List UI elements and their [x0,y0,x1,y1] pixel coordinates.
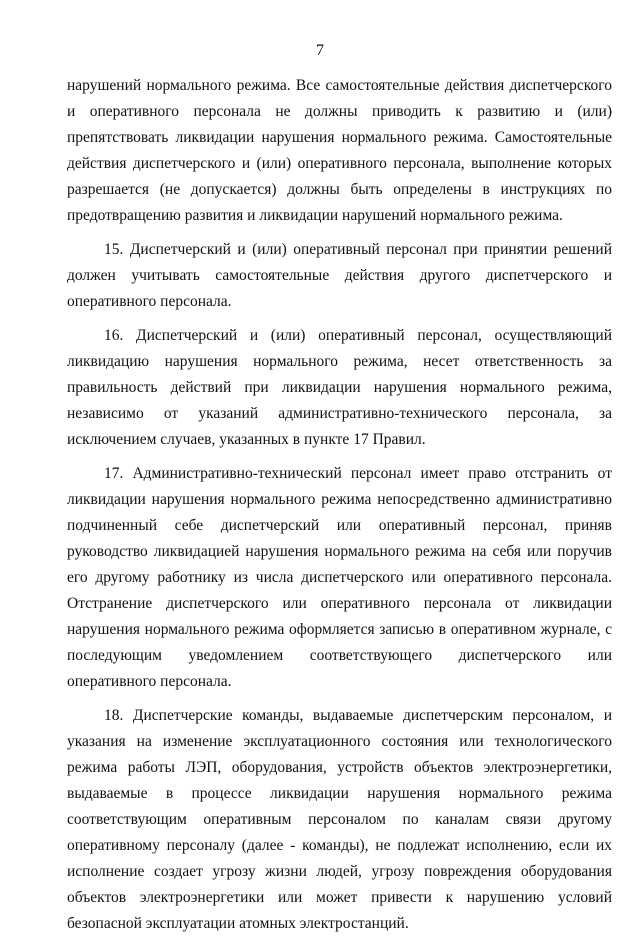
paragraph-continuation: нарушений нормального режима. Все самостоятельные действия диспетчерского и оперативного персонала не должны приводить к развитию и (или) препятствовать ликвидации нарушения нормального режима. Самостоятельные действия диспетчерского и (или) оперативного персонала, выполнение которых разрешается (не допускается) должны быть определены в инструкциях по предотвращению развития и ликвидации нарушений нормального режима. [67,77,612,224]
paragraph-item-15: 15. Диспетчерский и (или) оперативный персонал при принятии решений должен учитывать самостоятельные действия другого диспетчерского и оперативного персонала. [67,241,612,310]
document-body [67,73,612,937]
paragraph-item-18: 18. Диспетчерские команды, выдаваемые диспетчерским персоналом, и указания на изменение эксплуатационного состояния или технологического режима работы ЛЭП, оборудования, устройств объектов электроэнергетики, выдаваемые в процессе ликвидации нарушения нормального режима соответствующим оперативным персоналом по каналам связи другому оперативному персоналу (далее - команды), не подлежат исполнению, если их исполнение создает угрозу жизни людей, угрозу повреждения оборудования объектов электроэнергетики или может привести к нарушению условий безопасной эксплуатации атомных электростанций. [67,707,612,932]
paragraph-item-17: 17. Административно-технический персонал имеет право отстранить от ликвидации нарушения нормального режима непосредственно административно подчиненный себе диспетчерский или оперативный персонал, приняв руководство ликвидацией нарушения нормального режима на себя или поручив его другому работнику из числа диспетчерского или оперативного персонала. Отстранение диспетчерского или оперативного персонала от ликвидации нарушения нормального режима оформляется записью в оперативном журнале, с последующим уведомлением соответствующего диспетчерского или оперативного персонала. [67,465,612,690]
page-number: 7 [316,42,324,59]
paragraph-item-16: 16. Диспетчерский и (или) оперативный персонал, осуществляющий ликвидацию нарушения нормального режима, несет ответственность за правильность действий при ликвидации нарушения нормального режима, независимо от указаний административно-технического персонала, за исключением случаев, указанных в пункте 17 Правил. [67,327,612,448]
